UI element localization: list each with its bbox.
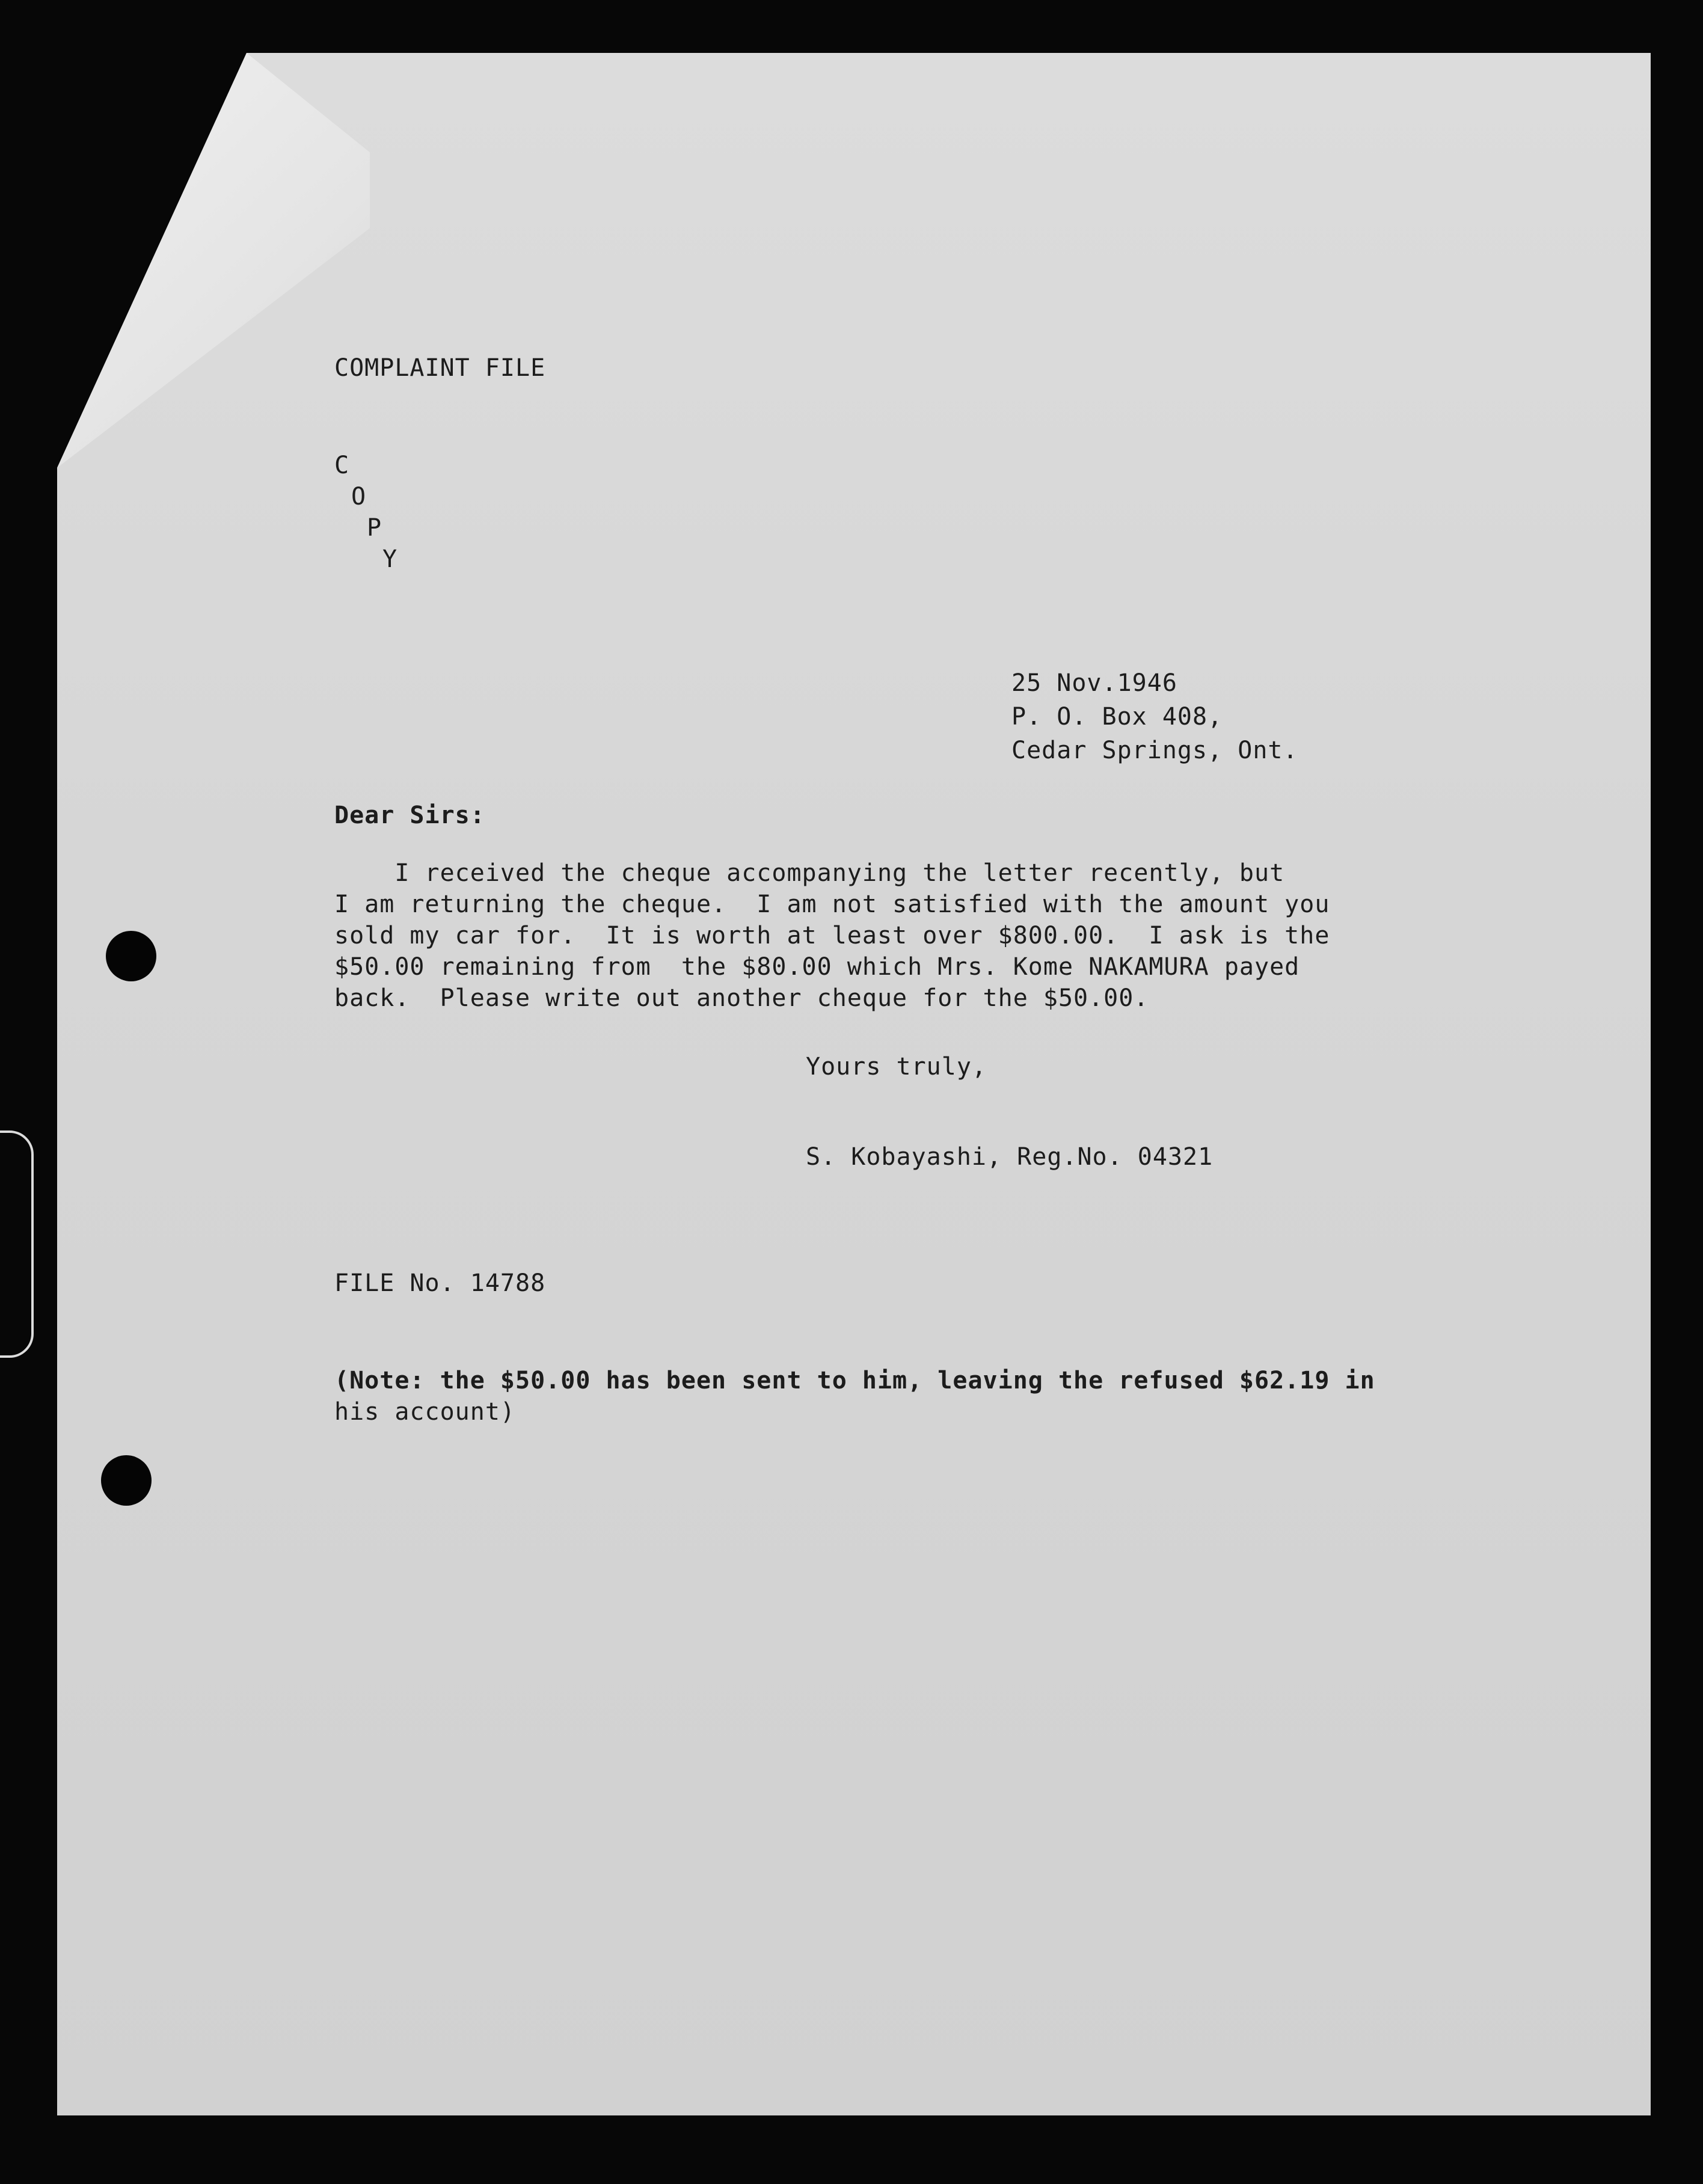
closing: Yours truly, <box>806 1053 987 1081</box>
file-number: FILE No. 14788 <box>334 1269 546 1297</box>
body-line: I am returning the cheque. I am not satisfied with the amount you <box>334 891 1330 918</box>
salutation: Dear Sirs: <box>334 802 485 829</box>
file-title: COMPLAINT FILE <box>334 354 546 382</box>
letter-date: 25 Nov.1946 <box>1011 669 1177 697</box>
signature-line: S. Kobayashi, Reg.No. 04321 <box>806 1143 1214 1171</box>
copy-letter-o: O <box>351 483 367 511</box>
copy-letter-c: C <box>334 452 350 479</box>
body-line: I received the cheque accompanying the letter recently, but <box>334 859 1285 887</box>
address-city: Cedar Springs, Ont. <box>1011 737 1298 764</box>
body-line: back. Please write out another cheque for the $50.00. <box>334 984 1149 1012</box>
body-line: sold my car for. It is worth at least over $800.00. I ask is the <box>334 922 1330 949</box>
copy-letter-y: Y <box>382 545 398 573</box>
note-line: his account) <box>334 1398 515 1426</box>
copy-letter-p: P <box>367 514 382 542</box>
note-line: (Note: the $50.00 has been sent to him, leaving the refused $62.19 in <box>334 1367 1375 1394</box>
address-box: P. O. Box 408, <box>1011 703 1223 731</box>
body-line: $50.00 remaining from the $80.00 which Mrs. Kome NAKAMURA payed <box>334 953 1300 981</box>
